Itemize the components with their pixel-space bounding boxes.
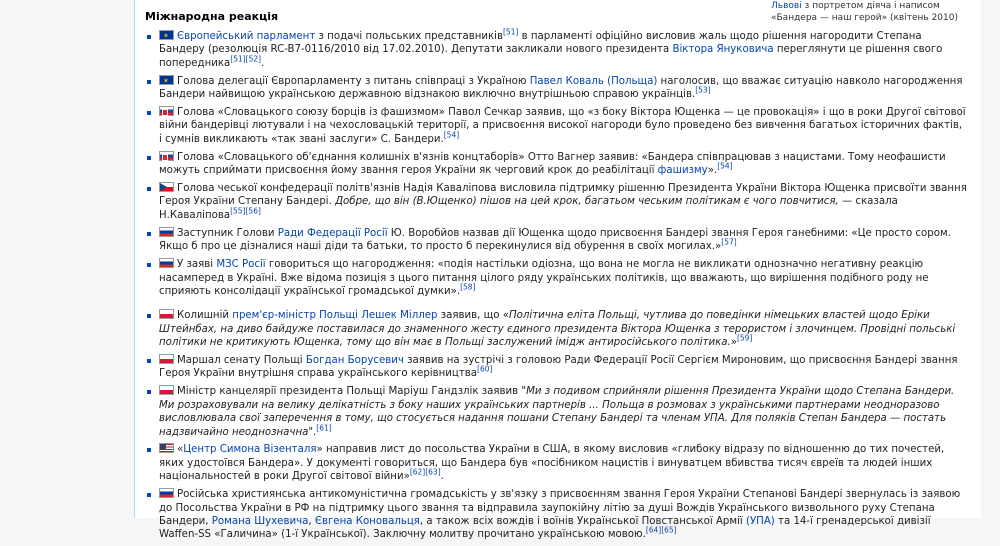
list-item	[145, 354, 967, 381]
reference-link[interactable]: [61]	[316, 423, 332, 433]
item-text: переглянути це рішення свого попередника	[159, 44, 943, 69]
slovakia-flag-icon	[159, 151, 174, 161]
list-item	[145, 182, 967, 222]
czech-flag-icon	[159, 182, 174, 192]
item-text: — сказала Н.Каваліпова	[159, 196, 898, 221]
article-link[interactable]: Євгена Коновальця	[314, 516, 420, 527]
item-text: ".	[308, 426, 317, 438]
item-text: , а також всіх вождів і воїнів Української Повстанської Армії	[419, 516, 746, 527]
item-text: .	[261, 57, 265, 69]
reference-link[interactable]: [58]	[460, 282, 476, 292]
eu-flag-icon	[159, 30, 174, 40]
item-text: Міністр канцелярії президента Польщі Маріуш Гандзлік заявив "	[177, 386, 527, 398]
reference-link[interactable]: [51][52]	[230, 54, 262, 64]
article-link[interactable]: Віктора Януковича	[672, 44, 774, 56]
item-text: Голова «Словацького союзу борців із фашизмом» Павол Сечкар заявив, що «з боку Віктора Ющенка — це провокація» і що в роки Другої світової війни бандерівці лютували і на чехословацькій території, а присвоєння високої нагороди було проведено без вивчення багатьох історичних фактів, і сумнів викликають «так звані заслуги» С. Бандери.	[159, 107, 966, 145]
list-item	[145, 309, 967, 349]
thumbnail-caption-text: з портретом діяча і написом «Бандера — наш герой» (квітень 2010)	[771, 1, 958, 23]
reference-link[interactable]: [59]	[736, 333, 753, 343]
list-item	[145, 27, 967, 70]
item-text: .	[440, 471, 444, 483]
item-text: з подачі польських представників	[315, 31, 503, 42]
item-text: ».	[707, 165, 718, 177]
section-heading: Міжнародна реакція	[145, 10, 279, 23]
article-link[interactable]: Романа Шухевича	[211, 516, 309, 527]
reference-link[interactable]: [53]	[695, 85, 711, 95]
item-text: Маршал сенату Польщі	[177, 355, 306, 367]
article-link[interactable]: Центр Симона Візенталя	[183, 444, 317, 456]
reference-link[interactable]: [55][56]	[230, 206, 261, 216]
list-item	[145, 385, 967, 439]
quote-text: Добре, що він (В.Ющенко) пішов на цей крок, багатьом чеським політикам є чого повчитися,	[335, 196, 839, 208]
reference-link[interactable]: [51]	[503, 27, 519, 37]
reference-link[interactable]: [54]	[443, 130, 460, 140]
item-text: Голова «Словацького об'єднання колишніх в'язнів концтаборів» Отто Вагнер заявив: «Бандера співпрацював з нацистами. Тому неофашисти можуть сприймати присвоєння йому звання героя України як черговий крок до реабілітації	[159, 151, 946, 177]
item-text: Голова делегації Європарламенту з питань співпраці з Україною	[177, 75, 530, 87]
poland-flag-icon	[159, 309, 174, 319]
eu-flag-icon	[159, 75, 174, 85]
reference-link[interactable]: [62][63]	[409, 467, 441, 477]
item-text: говориться що нагородження: «подія настільки одіозна, що вона не могла не викликати однозначно негативну реакцію насамперед в Україні. Вже відома позиція з цього питання цілого ряду українських політиків, що вважають, що вирішення подібного роду не сприяють консолідації української громадської думки».	[159, 259, 929, 297]
item-text: наголосив, що вважає ситуацію навколо нагородження Бандери найвищою українською державною відзнакою виключно внутрішньою справою українців.	[159, 75, 963, 101]
item-text: «	[177, 444, 184, 456]
thumbnail-caption-link[interactable]: Львові	[771, 1, 802, 11]
list-item	[145, 106, 967, 146]
article-link[interactable]: (УПА)	[746, 516, 775, 527]
article-link[interactable]: Павел Коваль	[529, 75, 604, 87]
item-text: Колишній	[177, 310, 233, 322]
usa-flag-icon	[159, 443, 174, 453]
reactions-list	[145, 27, 967, 546]
item-text: Російська християнська антикомуністична громадськість у зв'язку з присвоєнням звання Героя України Степанові Бандері звернулась із заявою до Посольства України в РФ на підтримку цього звання та відправила заупокійну літію за душі Вождів Українського визвольного руху Степана Бандери,	[159, 489, 961, 527]
quote-text: Політична еліта Польщі, чутлива до поведінки німецьких властей щодо Еріки Штейнбах, на диво байдуже поставилася до знаменного жесту єдиного президента Віктора Ющенка з терористом і злочинцем. Провідні польські політики не критикують Ющенка, тому що він має в Польщі заслужений імідж антиросійського політика.	[159, 310, 956, 349]
poland-flag-icon	[159, 385, 174, 395]
reference-link[interactable]: [60]	[477, 365, 493, 375]
list-item	[145, 488, 967, 542]
article-link[interactable]: Богдан Борусевич	[305, 355, 404, 367]
article-link[interactable]: прем'єр-міністр Польщі Лешек Міллер	[232, 310, 438, 322]
russia-flag-icon	[159, 488, 174, 498]
article-link[interactable]: (Польща)	[607, 75, 658, 87]
article-link[interactable]: фашизму	[657, 165, 708, 177]
item-text: ,	[308, 516, 315, 527]
reference-link[interactable]: [64][65]	[645, 526, 677, 536]
russia-flag-icon	[159, 227, 174, 237]
list-item	[145, 258, 967, 298]
list-item	[145, 227, 967, 254]
quote-text: Ми з подивом сприйняли рішення Президента України щодо Степана Бандери. Ми розраховували на велику делікатність з боку наших українських партнерів ... Польща в розмовах з українськими партнерами неодноразово висловлювала свої заперечення в тому, що стосується надання пошани Степану Бандері та членам УПА. Для поляків Степан Бандера — постать надзвичайно неоднозначна	[159, 386, 955, 438]
list-item	[145, 443, 967, 483]
article-link[interactable]: Європейський парламент	[177, 31, 316, 42]
item-text: Голова чеської конфедерації політв'язнів Надія Каваліпова висловила підтримку рішенню Президента України Віктора Ющенка присвоїти звання Героя України Степану Бандері.	[159, 183, 967, 208]
item-text: У заяві	[177, 259, 217, 271]
list-item	[145, 151, 967, 178]
item-text: та 14-ї гренадерської дивізії Waffen-SS «Галичина» (1-ї Української). Заключну молитву прочитано українською мовою.	[159, 516, 931, 541]
item-text: » направив лист до посольства України в США, в якому висловив «глибоку відразу по відношенню до тих почестей, яких удостоївся Бандера». У документі говориться, що Бандера був «посібником нацистів і винуватцем вбивства тисяч євреїв та людей інших національностей в роки Другої світової війни»	[159, 444, 945, 483]
item-text: заявив, що «	[437, 310, 509, 322]
item-text: Заступник Голови	[177, 227, 278, 239]
russia-flag-icon	[159, 258, 174, 268]
item-text: заявив на зустрічі з головою Ради Федерації Росії Сергієм Мироновим, що присвоєння Бандері звання Героя України внутрішня справа українського керівництва	[159, 355, 958, 380]
slovakia-flag-icon	[159, 106, 174, 116]
article-link[interactable]: Ради Федерації Росії	[277, 227, 388, 239]
item-text: »	[730, 337, 737, 349]
item-text: в парламенті офіційно висловив жаль щодо рішення нагородити Степана Бандеру (резолюція RC-B7-0116/2010 від 17.02.2010). Депутати закликали нового президента	[159, 31, 922, 56]
list-item	[145, 75, 967, 102]
item-text: Ю. Воробйов назвав дії Ющенка щодо присвоєння Бандері звання Героя ганебними: «Це просто сором. Якщо б про це дізналися наші діди та батьки, то просто б перекинулися від обурення в своїх могилах.»	[159, 227, 951, 253]
reference-link[interactable]: [57]	[721, 237, 737, 247]
article-link[interactable]: МЗС Росії	[216, 259, 266, 271]
poland-flag-icon	[159, 354, 174, 364]
reference-link[interactable]: [54]	[717, 161, 733, 171]
article-content	[134, 0, 981, 541]
thumbnail-caption	[771, 0, 971, 24]
